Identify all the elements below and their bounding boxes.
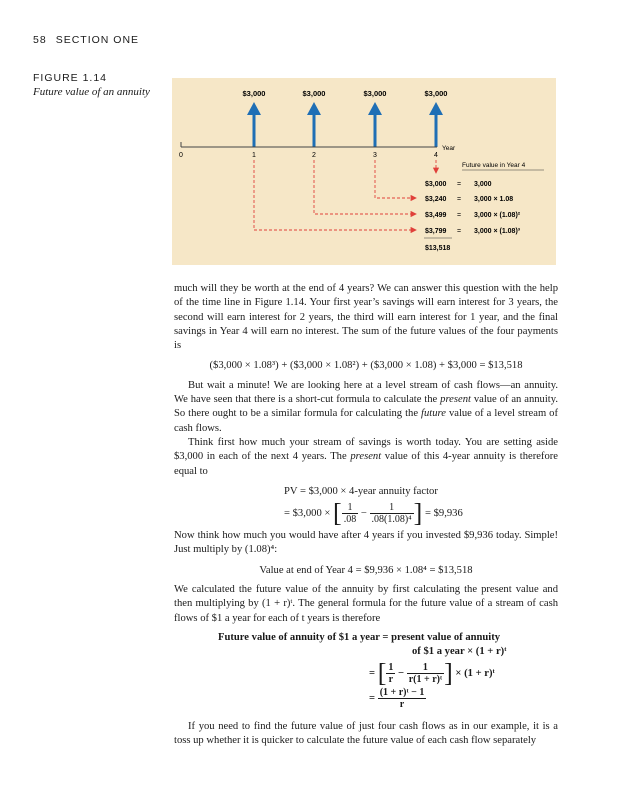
year-2: 2 <box>312 152 316 159</box>
year-label: Year <box>442 145 456 152</box>
figure-caption: Future value of an annuity <box>33 86 150 98</box>
paragraph-2: But wait a minute! We are looking here at a level stream of cash flows—an annuity. We have seen that there is a short-cut formula to calculate the present value of an annuity. So there ought to be a similar formula for calculating the future value of a level stream of cash flows. <box>174 379 558 434</box>
paragraph-3: Think first how much your stream of savings is worth today. You are setting aside $3,000 in each of the next 4 years. The present value of this 4-year annuity is therefore equal to <box>174 436 558 477</box>
arrow-up-icon <box>253 114 256 147</box>
fv-row-1-value: $3,240 <box>425 196 447 203</box>
fv-row-2-value: $3,499 <box>425 212 447 219</box>
fv-row-1-calc: 3,000 × 1.08 <box>474 196 514 203</box>
payment-1: $3,000 <box>242 89 266 98</box>
fv-row-1-eq: = <box>457 196 462 203</box>
page-number: 58 <box>33 34 47 46</box>
section-title: SECTION ONE <box>55 34 140 46</box>
equation-sum: ($3,000 × 1.08³) + ($3,000 × 1.08²) + ($3,000 × 1.08) + $3,000 = $13,518 <box>209 360 523 372</box>
fv-row-3-value: $3,799 <box>425 228 447 235</box>
timeline-diagram <box>172 78 556 265</box>
figure-number: FIGURE 1.14 <box>33 72 108 84</box>
payment-3: $3,000 <box>363 89 387 98</box>
body-text <box>174 282 558 748</box>
fv-formula-line-2: of $1 a year × (1 + r)ᵗ <box>412 646 507 658</box>
pv-line-1: PV = $3,000 × 4-year annuity factor <box>284 485 438 497</box>
fv-formula-line-1: Future value of annuity of $1 a year = present value of annuity <box>218 631 501 643</box>
fv-total: $13,518 <box>425 245 451 252</box>
figure-timeline <box>172 78 556 265</box>
payment-4: $3,000 <box>424 89 448 98</box>
year-3: 3 <box>373 152 377 159</box>
fv-row-0-calc: 3,000 <box>474 181 492 188</box>
paragraph-6: If you need to find the future value of just four cash flows as in our example, it is a toss up whether it is quicker to calculate the future value of each cash flow separately <box>174 720 558 746</box>
red-connectors <box>254 160 436 230</box>
fv-row-3-eq: = <box>457 228 462 235</box>
fv-formula-line-4: = $\frac{\text{(1 + r)ᵗ − 1}}{r}$ <box>369 686 425 710</box>
arrow-up-icon <box>313 114 316 147</box>
fv-row-2-calc: 3,000 × (1.08)² <box>474 212 521 219</box>
fv-row-0-eq: = <box>457 181 462 188</box>
paragraph-5: We calculated the future value of the annuity by first calculating the present value and then multiplying by (1 + r)ᵗ. The general formula for the future value of a stream of cash flows of $1 a year for each of t years is therefore <box>174 584 558 624</box>
running-header <box>33 34 139 46</box>
equation-pv <box>284 485 558 528</box>
arrow-up-icon <box>435 114 438 147</box>
fv-row-3-calc: 3,000 × (1.08)³ <box>474 228 521 235</box>
arrow-up-icon <box>374 114 377 147</box>
payment-2: $3,000 <box>302 89 326 98</box>
paragraph-1: much will they be worth at the end of 4 years? We can answer this question with the help of the time line in Figure 1.14. Your first year’s savings will earn interest for 3 years, the second will earn interest for 2 years, the third will earn interest for 1 year, and the final savings in Year 4 will earn no interest. The sum of the future values of the four payments is <box>174 283 558 352</box>
year-0: 0 <box>179 152 183 159</box>
year-4: 4 <box>434 152 438 159</box>
pv-line-2: = $3,000 × [ $\frac{1}{.08}$ − $\frac{1}{\text{.08(1.08)⁴}}$ ] = $9,936 <box>284 498 463 528</box>
fv-row-0-value: $3,000 <box>425 181 447 188</box>
paragraph-4: Now think how much you would have after 4 years if you invested $9,936 today. Simple! Just multiply by (1.08)⁴: <box>174 530 558 556</box>
fv-header: Future value in Year 4 <box>462 162 526 169</box>
fv-formula-line-3: = [ $\frac{1}{r}$ − $\frac{1}{\text{r(1 + r)ᵗ}}$ ] × (1 + r)ᵗ <box>369 657 495 687</box>
year-1: 1 <box>252 152 256 159</box>
upward-arrows <box>247 102 443 147</box>
fv-row-2-eq: = <box>457 212 462 219</box>
equation-value: Value at end of Year 4 = $9,936 × 1.08⁴ = $13,518 <box>259 564 473 576</box>
